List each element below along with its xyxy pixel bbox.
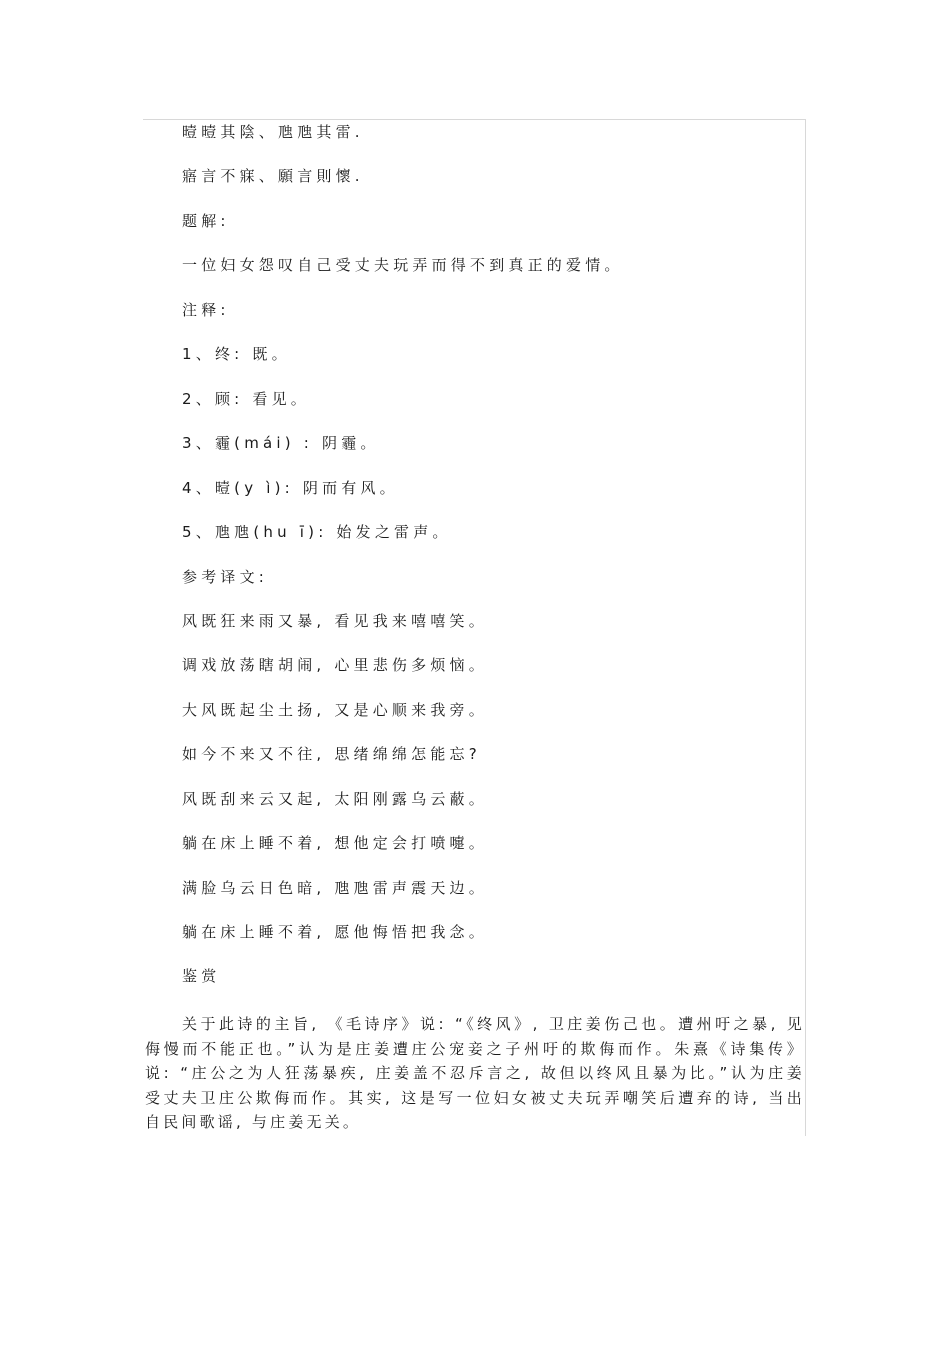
note-3: 3、霾(mái) : 阴霾。 — [182, 434, 380, 452]
poem-line-2: 寤言不寐、願言則懷. — [182, 167, 364, 185]
section-heading-zhushi: 注释: — [182, 301, 230, 319]
translation-line-3: 大风既起尘土扬, 又是心顺来我旁。 — [182, 701, 488, 719]
note-1: 1、终: 既。 — [182, 345, 291, 363]
poem-line-1: 曀曀其陰、虺虺其雷. — [182, 123, 364, 141]
note-5: 5、虺虺(hu ī): 始发之雷声。 — [182, 523, 452, 541]
note-4: 4、曀(y ì): 阴而有风。 — [182, 479, 399, 497]
section-heading-translation: 参考译文: — [182, 568, 269, 586]
section-heading-tijie: 题解: — [182, 212, 230, 230]
translation-line-8: 躺在床上睡不着, 愿他悔悟把我念。 — [182, 923, 488, 941]
translation-line-5: 风既刮来云又起, 太阳刚露乌云蔽。 — [182, 790, 488, 808]
appreciation-paragraph: 关于此诗的主旨, 《毛诗序》说: “《终风》, 卫庄姜伤己也。遭州吁之暴, 见侮慢而不能正也。”认为是庄姜遭庄公宠妾之子州吁的欺侮而作。朱熹《诗集传》说: “庄公之为人狂荡暴疾, 庄姜盖不忍斥言之, 故但以终风且暴为比。”认为庄姜受丈夫卫庄公欺侮而作。其实, 这是写一位妇女被丈夫玩弄嘲笑后遭弃的诗, 当出自民间歌谣, 与庄姜无关。 — [145, 1015, 805, 1131]
tijie-text: 一位妇女怨叹自己受丈夫玩弄而得不到真正的爱情。 — [182, 256, 624, 274]
translation-line-2: 调戏放荡瞎胡闹, 心里悲伤多烦恼。 — [182, 656, 488, 674]
translation-line-6: 躺在床上睡不着, 想他定会打喷嚏。 — [182, 834, 488, 852]
translation-line-7: 满脸乌云日色暗, 虺虺雷声震天边。 — [182, 879, 488, 897]
section-heading-jianshang: 鉴赏 — [182, 967, 221, 985]
translation-line-1: 风既狂来雨又暴, 看见我来嘻嘻笑。 — [182, 612, 488, 630]
translation-line-4: 如今不来又不往, 思绪绵绵怎能忘? — [182, 745, 481, 763]
note-2: 2、顾: 看见。 — [182, 390, 310, 408]
